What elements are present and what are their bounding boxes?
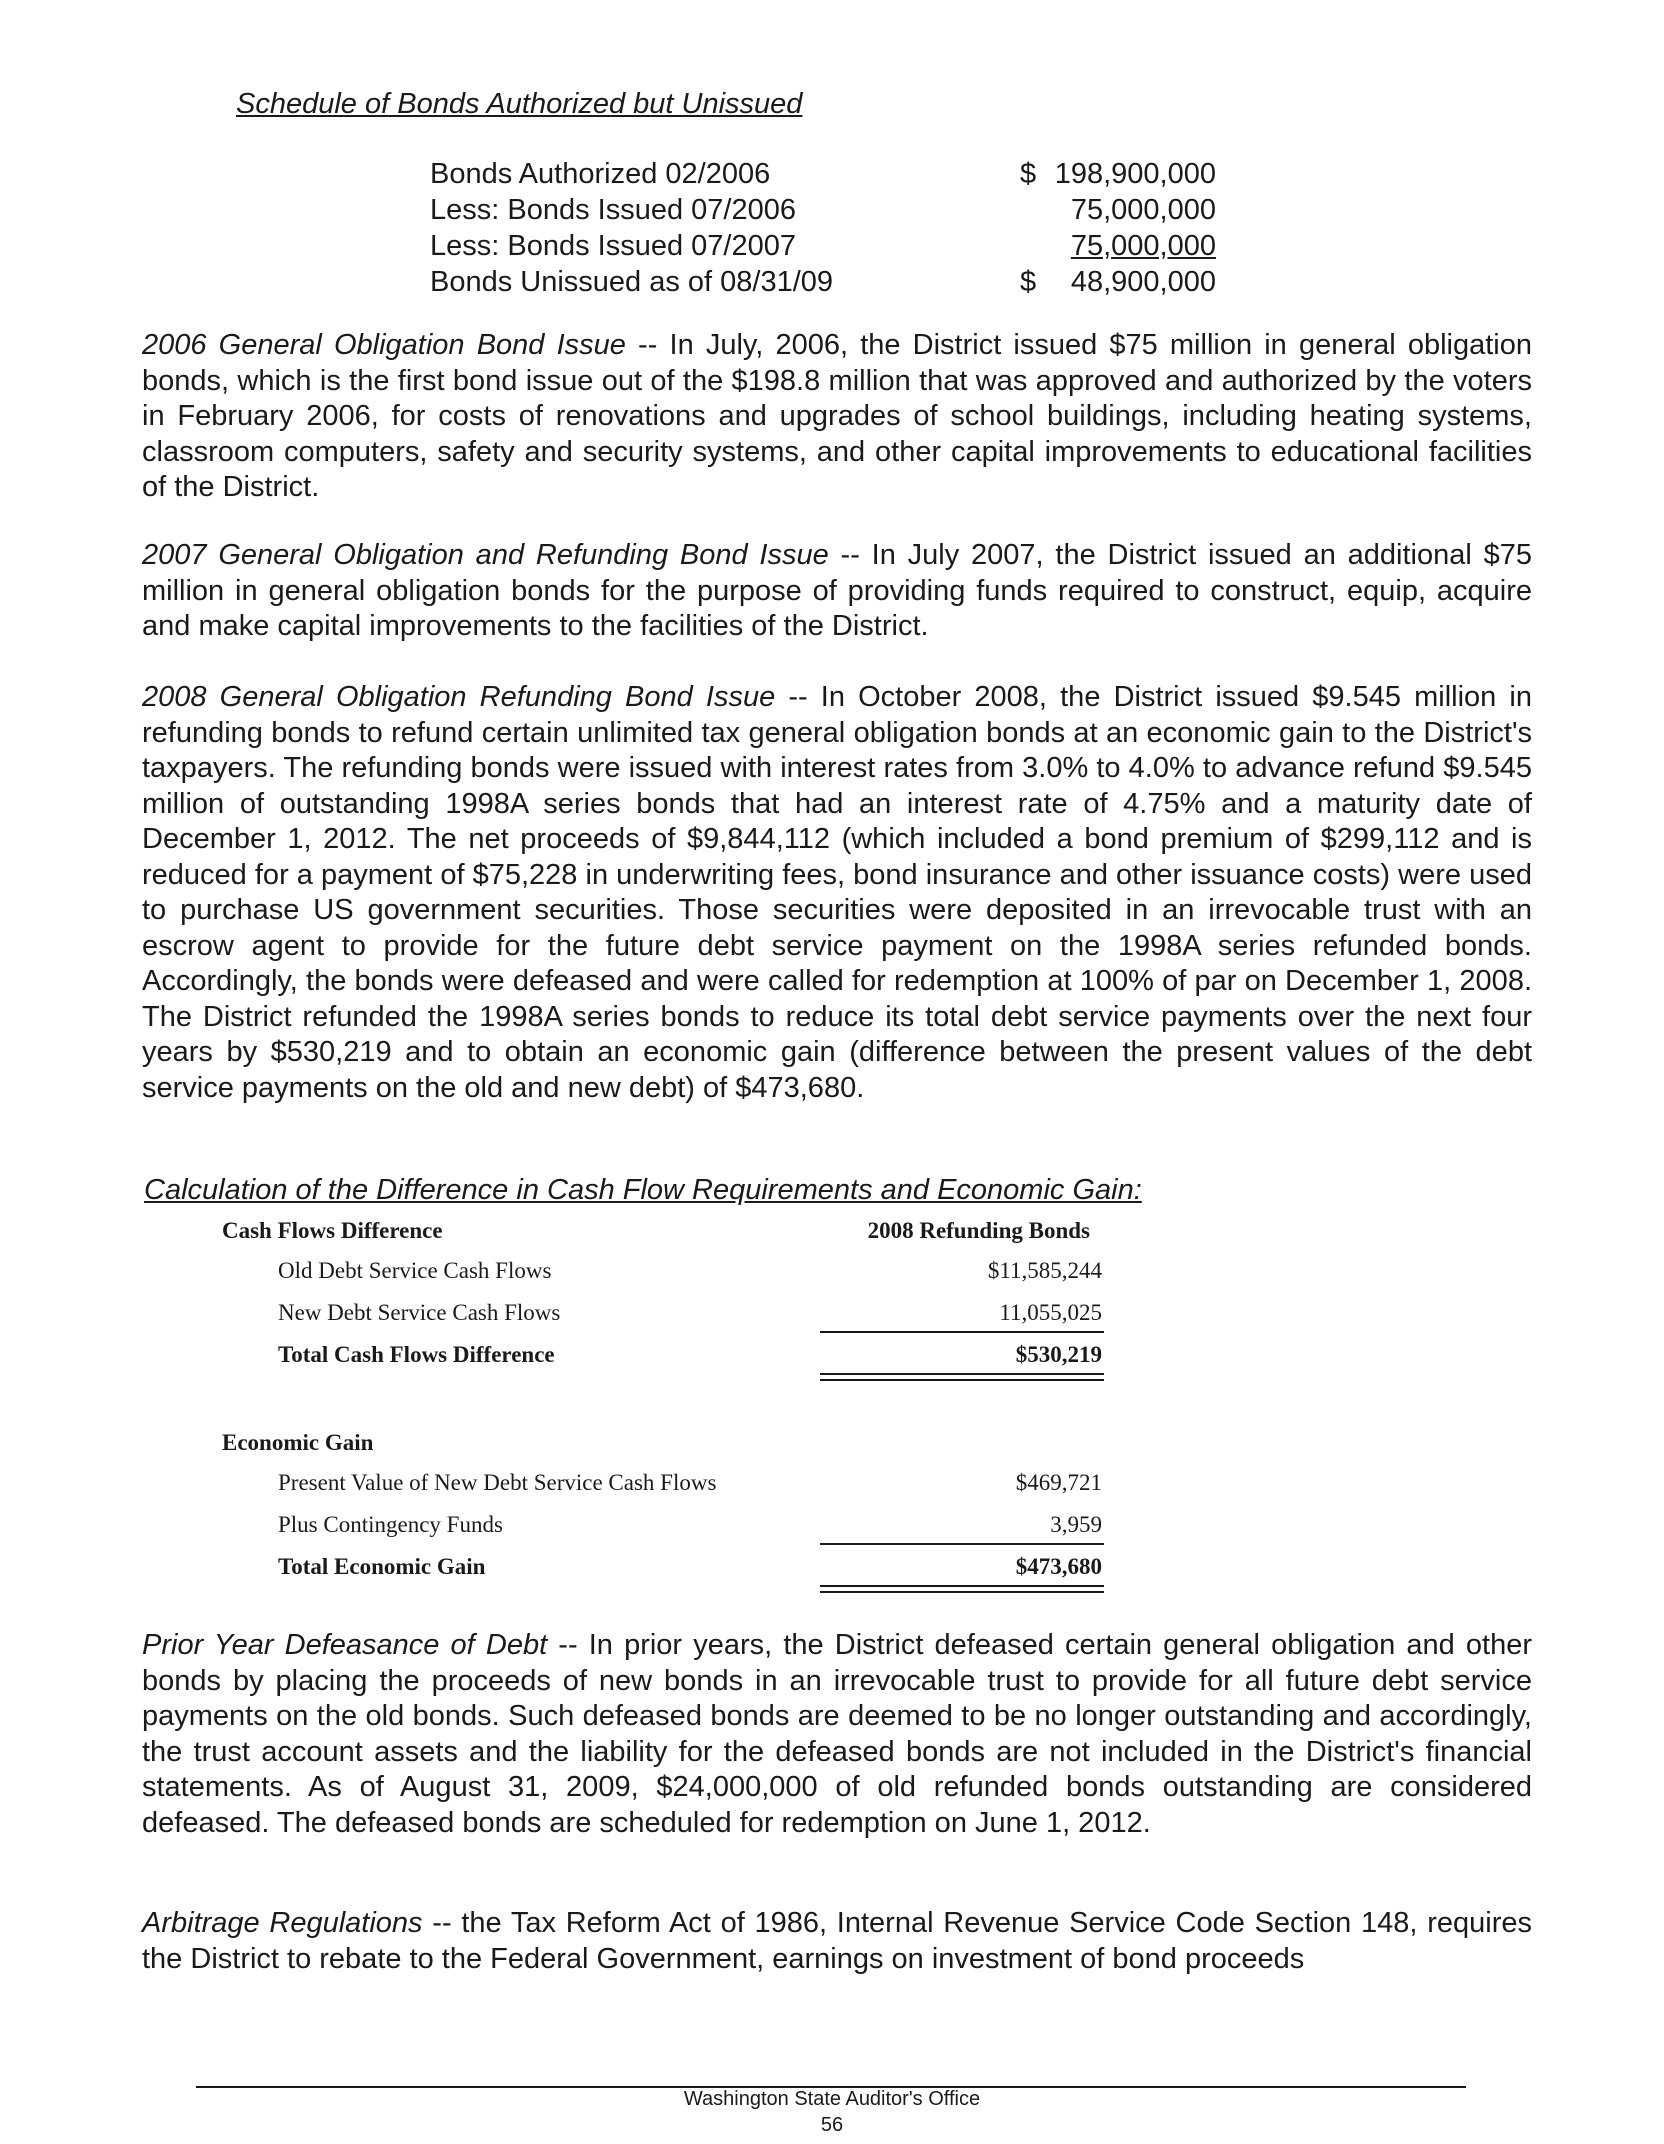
schedule-row-label: Less: Bonds Issued 07/2007 [430,230,796,262]
schedule-row [430,156,1216,192]
paragraph-2006-bond-issue [142,328,1532,506]
page-number: 56 [820,2114,844,2136]
schedule-heading: Schedule of Bonds Authorized but Unissued [236,88,803,120]
row-value: $469,721 [1015,1470,1102,1495]
economic-gain-table [222,1430,1102,1600]
cash-flows-header-row [222,1218,1102,1252]
table-row [222,1258,1102,1292]
economic-gain-section-label: Economic Gain [222,1430,374,1455]
schedule-row-amount: 75,000,000 [1070,230,1216,262]
paragraph-2008-refunding-bond-issue [142,680,1532,1106]
paragraph-prior-year-defeasance [142,1628,1532,1841]
paragraph-body: -- the Tax Reform Act of 1986, Internal Revenue Service Code Section 148, requires the District to rebate to the Federal Government, earnings on investment of bond proceeds [142,1907,1532,1975]
footer-office: Washington State Auditor's Office [683,2088,981,2110]
paragraph-lead: Arbitrage Regulations [142,1907,423,1939]
total-label: Total Cash Flows Difference [278,1342,555,1367]
row-value: 11,055,025 [999,1300,1102,1325]
row-value: 3,959 [1050,1512,1102,1537]
row-label: Old Debt Service Cash Flows [278,1258,552,1283]
paragraph-lead: 2007 General Obligation and Refunding Bond Issue [142,539,829,571]
schedule-row [430,264,1216,300]
row-label: New Debt Service Cash Flows [278,1300,561,1325]
total-value: $530,219 [1015,1342,1102,1367]
refunding-bonds-column-header: 2008 Refunding Bonds [867,1218,1090,1243]
paragraph-lead: Prior Year Defeasance of Debt [142,1629,548,1661]
schedule-row-amount: 48,900,000 [1070,266,1216,298]
row-label: Plus Contingency Funds [278,1512,503,1537]
total-double-rule-bottom [820,1379,1104,1381]
schedule-table [430,156,1216,300]
paragraph-lead: 2008 General Obligation Refunding Bond Issue [142,681,776,713]
paragraph-body: -- In July 2007, the District issued an additional $75 million in general obligation bonds for the purpose of providing funds required to construct, equip, acquire and make capital improvements to the facilities of the District. [142,539,1532,642]
table-row [222,1512,1102,1546]
paragraph-lead: 2006 General Obligation Bond Issue [142,329,626,361]
table-row [222,1470,1102,1504]
total-row [222,1554,1102,1588]
total-double-rule-top [820,1585,1104,1587]
schedule-row-currency: $ [1020,158,1037,190]
cash-flows-section-label: Cash Flows Difference [222,1218,443,1243]
row-label: Present Value of New Debt Service Cash Flows [278,1470,717,1495]
total-label: Total Economic Gain [278,1554,486,1579]
schedule-row-label: Bonds Authorized 02/2006 [430,158,771,190]
total-value: $473,680 [1015,1554,1102,1579]
paragraph-arbitrage-regulations [142,1906,1532,1977]
table-row [222,1300,1102,1334]
calculation-heading: Calculation of the Difference in Cash Flow Requirements and Economic Gain: [144,1174,1142,1206]
total-double-rule-bottom [820,1591,1104,1593]
schedule-row-label: Less: Bonds Issued 07/2006 [430,194,796,226]
schedule-row [430,192,1216,228]
schedule-row-label: Bonds Unissued as of 08/31/09 [430,266,834,298]
total-double-rule-top [820,1373,1104,1375]
row-value: $11,585,244 [987,1258,1102,1283]
total-row [222,1342,1102,1376]
subtotal-rule [820,1331,1104,1333]
cash-flows-table [222,1218,1102,1388]
economic-gain-header-row [222,1430,1102,1464]
subtotal-rule [820,1543,1104,1545]
paragraph-body: -- In prior years, the District defeased certain general obligation and other bonds by placing the proceeds of new bonds in an irrevocable trust to provide for all future debt service payments on the old bonds. Such defeased bonds are deemed to be no longer outstanding and accordingly, the trust account assets and the liability for the defeased bonds are not included in the District's financial statements. As of August 31, 2009, $24,000,000 of old refunded bonds outstanding are considered defeased. The defeased bonds are scheduled for redemption on June 1, 2012. [142,1629,1532,1839]
schedule-row-currency: $ [1020,266,1037,298]
paragraph-body: -- In July, 2006, the District issued $75 million in general obligation bonds, which is the first bond issue out of the $198.8 million that was approved and authorized by the voters in February 2006, for costs of renovations and upgrades of school buildings, including heating systems, classroom computers, safety and security systems, and other capital improvements to educational facilities of the District. [142,329,1532,503]
schedule-row [430,228,1216,264]
paragraph-body: -- In October 2008, the District issued $9.545 million in refunding bonds to refund certain unlimited tax general obligation bonds at an economic gain to the District's taxpayers. The refunding bonds were issued with interest rates from 3.0% to 4.0% to advance refund $9.545 million of outstanding 1998A series bonds that had an interest rate of 4.75% and a maturity date of December 1, 2012. The net proceeds of $9,844,112 (which included a bond premium of $299,112 and is reduced for a payment of $75,228 in underwriting fees, bond insurance and other issuance costs) were used to purchase US government securities. Those securities were deposited in an irrevocable trust with an escrow agent to provide for the future debt service payment on the 1998A series refunded bonds. Accordingly, the bonds were defeased and were called for redemption at 100% of par on December 1, 2008. The District refunded the 1998A series bonds to reduce its total debt service payments over the next four years by $530,219 and to obtain an economic gain (difference between the present values of the debt service payments on the old and new debt) of $473,680. [142,681,1533,1104]
schedule-row-amount: 75,000,000 [1070,194,1216,226]
schedule-row-amount: 198,900,000 [1054,158,1216,190]
paragraph-2007-bond-issue [142,538,1532,645]
